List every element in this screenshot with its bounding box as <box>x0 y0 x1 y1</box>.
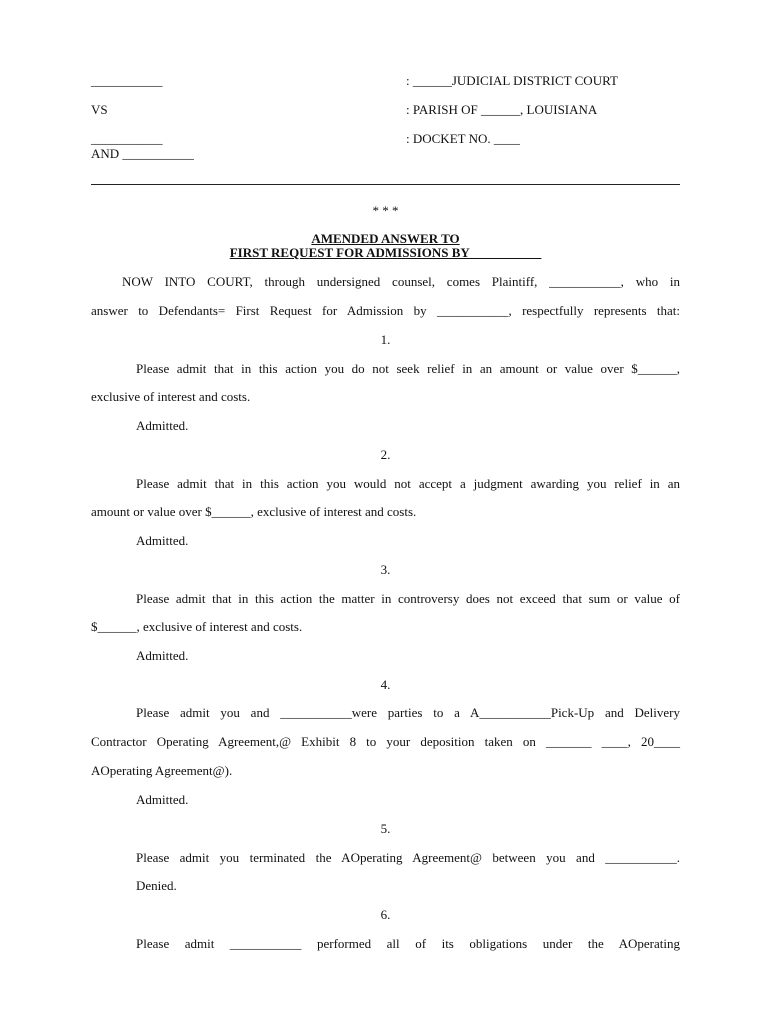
item-4-line1: Please admit you and ___________were parties to a A___________Pick-Up and Delivery <box>136 705 680 720</box>
caption-docket: : DOCKET NO. ____ <box>406 131 520 146</box>
document-title-line2 <box>91 246 680 260</box>
item-1-answer: Admitted. <box>136 418 189 433</box>
item-6-number: 6. <box>380 907 391 922</box>
caption-vs: VS <box>91 102 108 117</box>
caption-left-blank-1: ___________ <box>91 73 163 88</box>
item-3-line1: Please admit that in this action the matter in controversy does not exceed that sum or value of <box>136 591 680 606</box>
intro-line1: NOW INTO COURT, through undersigned counsel, comes Plaintiff, ___________, who in <box>122 274 680 289</box>
item-4-line3: AOperating Agreement@). <box>91 763 233 778</box>
document-title-blank: ___________ <box>469 245 542 260</box>
item-3-number: 3. <box>380 562 391 577</box>
caption-stars: * * * <box>372 203 399 218</box>
item-2-number: 2. <box>380 447 391 462</box>
item-5-line1: Please admit you terminated the AOperating Agreement@ between you and ___________. <box>136 850 680 865</box>
item-3-line2: $______, exclusive of interest and costs. <box>91 619 303 634</box>
item-1-line1: Please admit that in this action you do not seek relief in an amount or value over $______, <box>136 361 680 376</box>
item-1-line2: exclusive of interest and costs. <box>91 389 251 404</box>
item-4-line2: Contractor Operating Agreement,@ Exhibit 8 to your deposition taken on _______ ____, 20____ <box>91 734 680 749</box>
item-2-answer: Admitted. <box>136 533 189 548</box>
item-4-answer: Admitted. <box>136 792 189 807</box>
item-3-answer: Admitted. <box>136 648 189 663</box>
intro-line2: answer to Defendants= First Request for Admission by ___________, respectfully represents that: <box>91 303 680 318</box>
item-5-answer: Denied. <box>136 878 177 893</box>
caption-parish: : PARISH OF ______, LOUISIANA <box>406 102 598 117</box>
item-5-number: 5. <box>380 821 391 836</box>
document-title-text: FIRST REQUEST FOR ADMISSIONS BY <box>229 245 470 260</box>
item-4-number: 4. <box>380 677 391 692</box>
item-2-line1: Please admit that in this action you would not accept a judgment awarding you relief in an <box>136 476 680 491</box>
document-title-line1: AMENDED ANSWER TO <box>311 231 460 246</box>
caption-court: : ______JUDICIAL DISTRICT COURT <box>406 73 618 88</box>
item-6-line1: Please admit ___________ performed all of its obligations under the AOperating <box>136 936 680 951</box>
item-1-number: 1. <box>380 332 391 347</box>
caption-and-line: AND ___________ <box>91 146 194 161</box>
caption-left-blank-2: ___________ <box>91 131 163 146</box>
item-2-line2: amount or value over $______, exclusive of interest and costs. <box>91 504 417 519</box>
caption-divider <box>91 184 680 185</box>
